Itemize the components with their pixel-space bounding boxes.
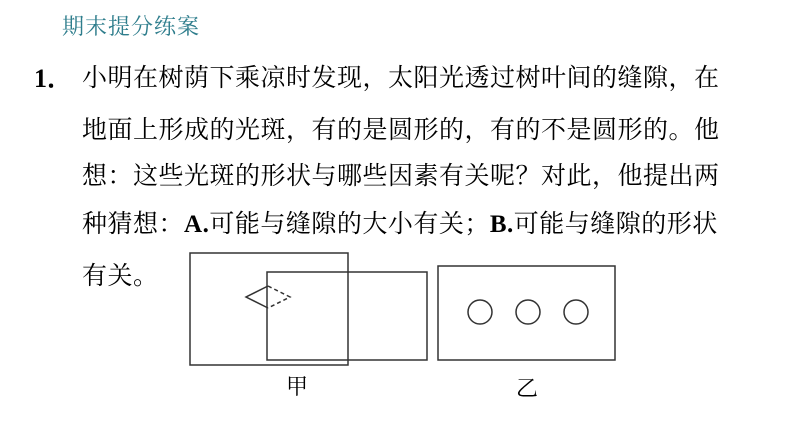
round-hole-3 xyxy=(564,300,588,324)
question-line-5: 有关。 xyxy=(82,261,159,290)
cardboard-back-rect xyxy=(190,253,348,365)
guess-b-label: B. xyxy=(489,211,514,238)
question-line-2: 地面上形成的光斑，有的是圆形的，有的不是圆形的。他 xyxy=(82,115,720,144)
guess-b-text: 可能与缝隙的形状 xyxy=(513,209,718,238)
question-line-1: 小明在树荫下乘凉时发现，太阳光透过树叶间的缝隙，在 xyxy=(82,63,720,92)
figure-label-jia: 甲 xyxy=(286,375,309,400)
guess-a-text: 可能与缝隙的大小有关； xyxy=(209,209,490,238)
diamond-hole-solid xyxy=(246,286,268,308)
page-header: 期末提分练案 xyxy=(62,15,201,40)
guess-a-label: A. xyxy=(184,211,210,238)
diamond-hole-dashed xyxy=(268,286,290,308)
question-number: 1． xyxy=(34,64,74,93)
figure-yi xyxy=(438,266,615,360)
figure-label-yi: 乙 xyxy=(516,377,539,402)
guess-intro: 种猜想： xyxy=(82,209,185,238)
round-hole-2 xyxy=(516,300,540,324)
figure-jia xyxy=(190,253,427,365)
cardboard-front-rect xyxy=(267,272,427,360)
question-line-3: 想：这些光斑的形状与哪些因素有关呢？对此，他提出两 xyxy=(82,161,720,190)
round-hole-1 xyxy=(468,300,492,324)
